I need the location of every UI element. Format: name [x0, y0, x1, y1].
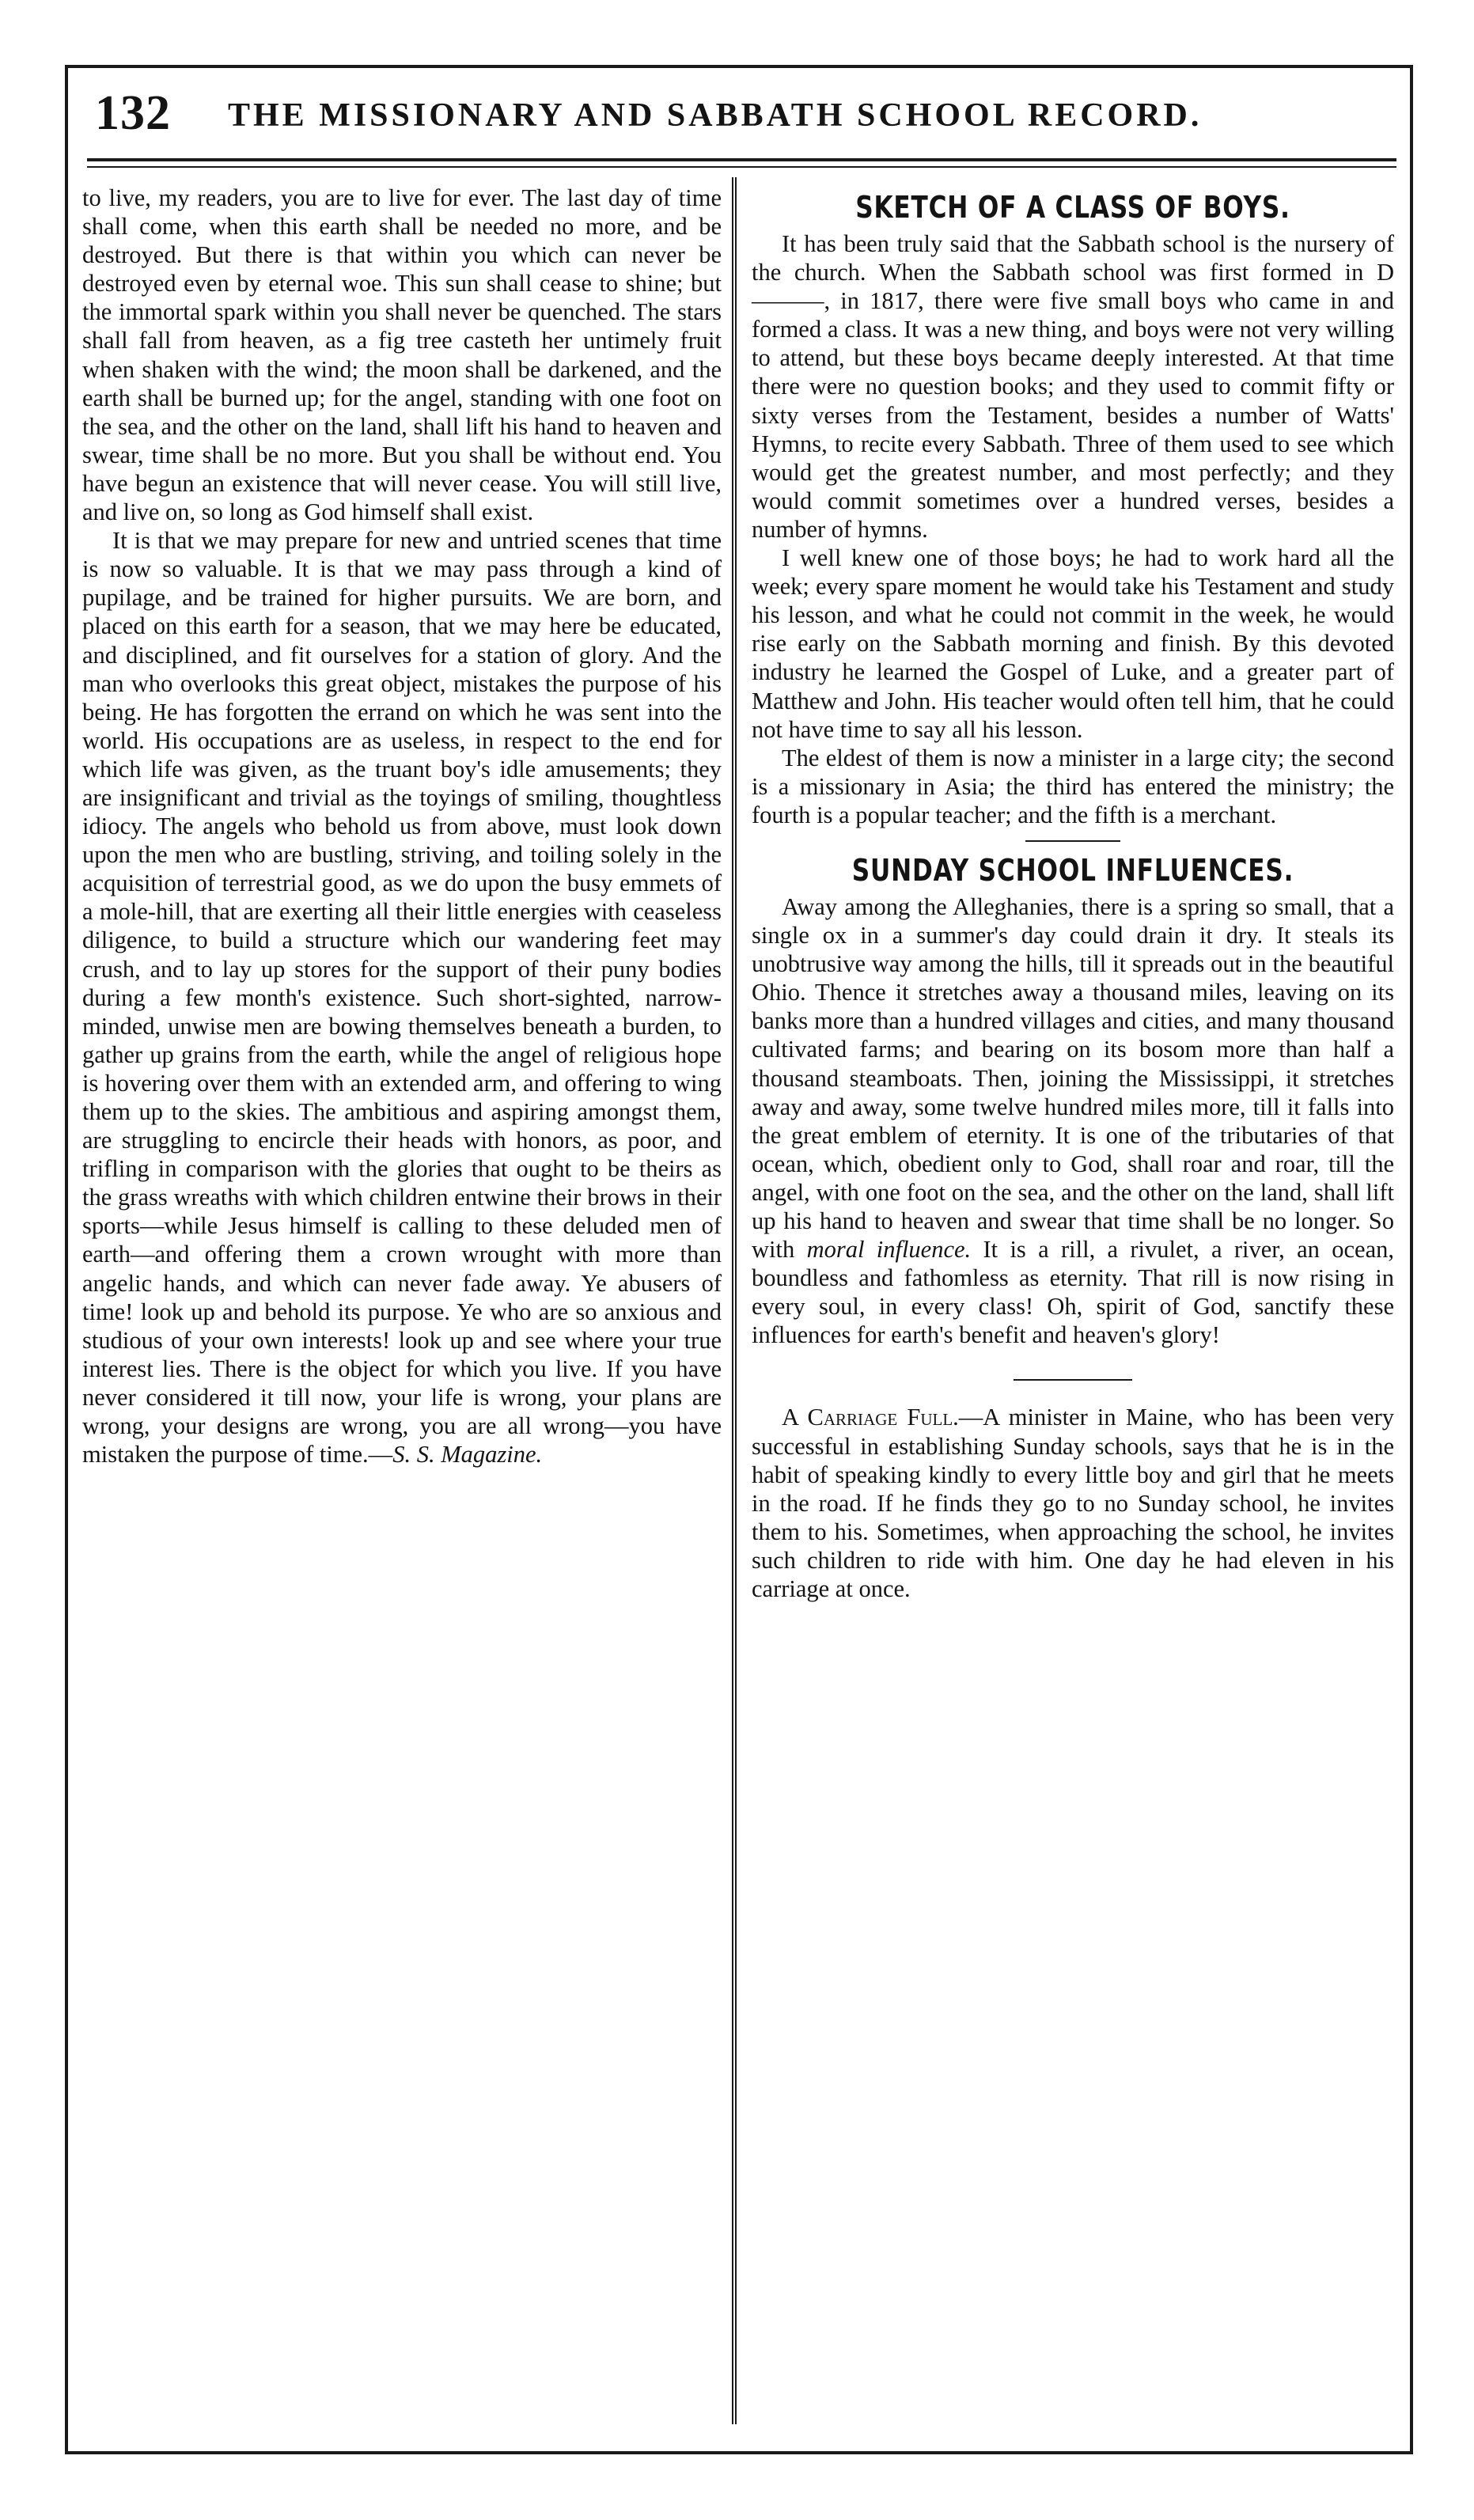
journal-title: THE MISSIONARY AND SABBATH SCHOOL RECORD. — [228, 97, 1203, 134]
body-text: It is a rill, a rivulet, a river, an ocean, boundless and fathomless as eternity. That rill is now rising in every soul, in every class! Oh, spirit of God, sanctify these influences for earth's benefit and heaven's glory! — [752, 1236, 1394, 1349]
body-paragraph: It has been truly said that the Sabbath school is the nursery of the church. When the Sabbath school was first formed in D———, in 1817, there were five small boys who came in and formed a class. It was a new thing, and boys were not very willing to attend, but these boys became deeply interested. At that time there were no question books; and they used to commit fifty or sixty verses from the Testament, besides a number of Watts' Hymns, to recite every Sabbath. Three of them used to see which would get the greatest number, and most perfectly; and they would commit sometimes over a hundred verses, besides a number of hymns. — [752, 230, 1394, 543]
header-rule-thin — [87, 166, 1396, 168]
body-text: Away among the Alleghanies, there is a spring so small, that a single ox in a summer's day could drain it dry. It steals its unobtrusive way among the hills, till it spreads out in the beautiful Ohio. Thence it stretches away a thousand miles, leaving on its banks more than a hundred villages and cities, and many thousand cultivated farms; and bearing on its bosom more than half a thousand steamboats. Then, joining the Mississippi, it stretches away and away, some twelve hundred miles more, till it falls into the great emblem of eternity. It is one of the tributaries of that ocean, which, obedient only to God, shall roar and roar, till the angel, with one foot on the sea, and the other on the land, shall lift up his hand to heaven and swear that time shall be no longer. So with — [752, 892, 1394, 1264]
body-text: —A minister in Maine, who has been very successful in establishing Sunday schools, says that he is in the habit of speaking kindly to every little boy and girl that he meets in the road. If he finds they go to no Sunday school, he invites them to his. Sometimes, when approaching the school, he invites such children to ride with him. One day he had eleven in his carriage at once. — [752, 1404, 1394, 1603]
source-citation: S. S. Magazine. — [392, 1441, 543, 1468]
emphasis-text: moral influence. — [806, 1236, 972, 1264]
header-rule-thick — [87, 158, 1396, 161]
body-paragraph: The eldest of them is now a minister in a large city; the second is a missionary in Asia; the third has entered the ministry; the fourth is a popular teacher; and the fifth is a merchant. — [752, 744, 1394, 828]
section-rule — [1025, 840, 1120, 842]
article-title-influences: SUNDAY SCHOOL INFLUENCES. — [851, 852, 1294, 888]
right-column — [752, 184, 1394, 1603]
continued-paragraph: to live, my readers, you are to live for ever. The last day of time shall come, when this earth shall be needed no more, and be destroyed. But there is that within you which can never be destroyed even by eternal woe. This sun shall cease to shine; but the immortal spark within you shall never be quenched. The stars shall fall from heaven, as a fig tree casteth her untimely fruit when shaken with the wind; the moon shall be darkened, and the earth shall be burned up; for the angel, standing with one foot on the sea, and the other on the land, shall lift his hand to heaven and swear, time shall be no more. But you shall be without end. You have begun an existence that will never cease. You will still live, and live on, so long as God himself shall exist. — [82, 184, 722, 526]
left-column — [82, 184, 722, 1468]
article-title-boys: SKETCH OF A CLASS OF BOYS. — [855, 190, 1290, 225]
body-paragraph — [752, 892, 1394, 1350]
body-paragraph — [752, 1403, 1394, 1603]
lead-in-heading: A Carriage Full. — [782, 1404, 959, 1431]
section-rule — [1014, 1379, 1132, 1381]
body-paragraph — [82, 526, 722, 1468]
body-text: It is that we may prepare for new and untried scenes that time is now so valuable. It is that we may pass through a kind of pupilage, and be trained for higher pursuits. We are born, and placed on this earth for a season, that we may here be educated, and disciplined, and fit ourselves for a station of glory. And the man who overlooks this great object, mistakes the purpose of his being. He has forgotten the errand on which he was sent into the world. His occupations are as useless, in respect to the end for which life was given, as the truant boy's idle amusements; they are insignificant and trivial as the toyings of smiling, thoughtless idiocy. The angels who behold us from above, must look down upon the men who are bustling, striving, and toiling solely in the acquisition of terrestrial good, as we do upon the busy emmets of a mole-hill, that are exerting all their little energies with ceaseless diligence, to build a structure which our wandering feet may crush, and to lay up stores for the support of their puny bodies during a few month's existence. Such short-sighted, narrow-minded, unwise men are bowing themselves beneath a burden, to gather up grains from the earth, while the angel of religious hope is hovering over them with an extended arm, and offering to wing them up to the skies. The ambitious and aspiring amongst them, are struggling to encircle their heads with honors, as poor, and trifling in comparison with the glories that ought to be theirs as the grass wreaths with which children entwine their brows in their sports—while Jesus himself is calling to these deluded men of earth—and offering them a crown wrought with more than angelic hands, and which can never fade away. Ye abusers of time! look up and behold its purpose. Ye who are so anxious and studious of your own interests! look up and see where your true interest lies. There is the object for which you live. If you have never considered it till now, your life is wrong, your plans are wrong, your designs are wrong, you are all wrong—you have mistaken the purpose of time.— — [82, 527, 722, 1468]
page-header — [87, 85, 1400, 153]
page-number: 132 — [95, 86, 171, 140]
body-paragraph: I well knew one of those boys; he had to work hard all the week; every spare moment he would take his Testament and study his lesson, and what he could not commit in the week, he would rise early on the Sabbath morning and finish. By this devoted industry he learned the Gospel of Luke, and a greater part of Matthew and John. His teacher would often tell him, that he could not have time to say all his lesson. — [752, 544, 1394, 743]
column-divider — [732, 177, 737, 2424]
